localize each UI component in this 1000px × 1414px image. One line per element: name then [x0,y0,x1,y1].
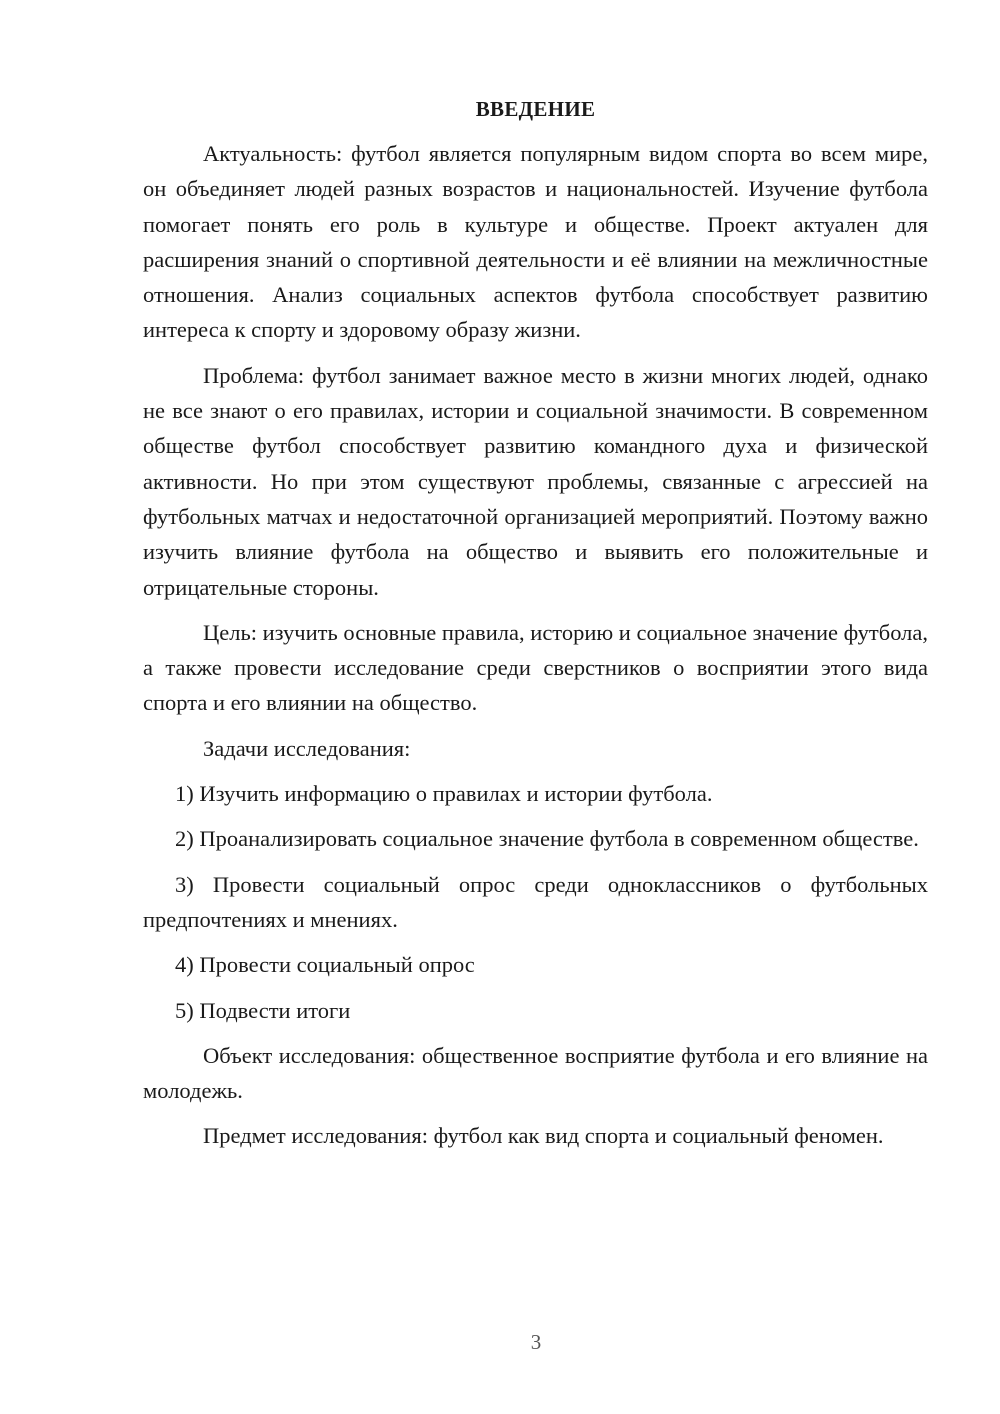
page-content [143,94,928,1164]
task-item-5: 5) Подвести итоги [175,997,351,1023]
subject-paragraph: Предмет исследования: футбол как вид спорта и социальный феномен. [203,1123,884,1149]
goal-paragraph: Цель: изучить основные правила, историю и социальное значение футбола, а также провести исследование среди сверстников о восприятии этого вида спорта и его влиянии на общество. [143,619,928,716]
task-item-1: 1) Изучить информацию о правилах и истории футбола. [175,781,713,807]
problem-paragraph: Проблема: футбол занимает важное место в жизни многих людей, однако не все знают о его правилах, истории и социальной значимости. В современном обществе футбол способствует развитию командного духа и физической активности. Но при этом существуют проблемы, связанные с агрессией на футбольных матчах и недостаточной организацией мероприятий. Поэтому важно изучить влияние футбола на общество и выявить его положительные и отрицательные стороны. [143,362,928,600]
page-title: ВВЕДЕНИЕ [475,97,596,121]
task-item-3: 3) Провести социальный опрос среди одноклассников о футбольных предпочтениях и мнениях. [143,871,928,932]
task-item-4: 4) Провести социальный опрос [175,952,475,978]
task-item-2: 2) Проанализировать социальное значение футбола в современном обществе. [175,826,919,852]
relevance-paragraph: Актуальность: футбол является популярным видом спорта во всем мире, он объединяет людей разных возрастов и национальностей. Изучение футбола помогает понять его роль в культуре и обществе. Проект актуален для расширения знаний о спортивной деятельности и её влиянии на межличностные отношения. Анализ социальных аспектов футбола способствует развитию интереса к спорту и здоровому образу жизни. [143,141,928,343]
page-number: 3 [530,1330,542,1354]
tasks-heading: Задачи исследования: [203,735,411,761]
object-paragraph: Объект исследования: общественное восприятие футбола и его влияние на молодежь. [143,1042,928,1104]
